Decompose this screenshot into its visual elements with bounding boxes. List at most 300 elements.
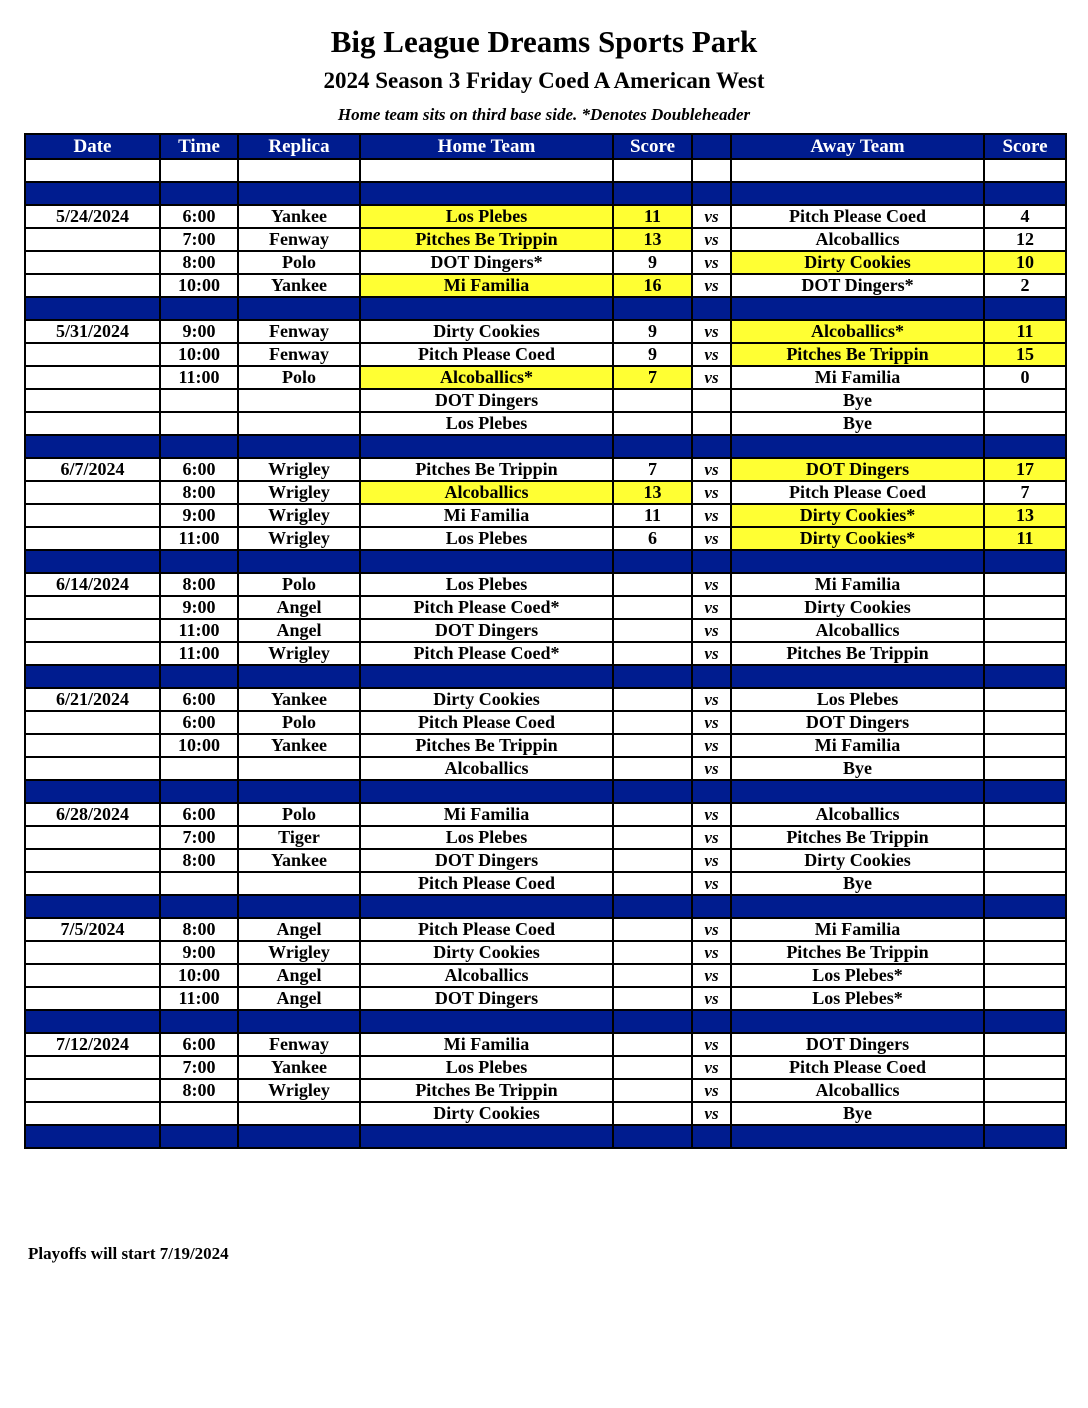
separator-cell xyxy=(160,297,238,320)
separator-cell xyxy=(238,895,360,918)
table-row xyxy=(25,1102,1066,1125)
table-row xyxy=(25,849,1066,872)
date-cell xyxy=(25,481,160,504)
table-row xyxy=(25,734,1066,757)
time-cell: 11:00 xyxy=(160,619,238,642)
home-team-cell: Los Plebes xyxy=(360,527,613,550)
away-team-cell: Dirty Cookies* xyxy=(731,527,984,550)
away-team-cell: Pitch Please Coed xyxy=(731,481,984,504)
vs-cell: vs xyxy=(692,205,731,228)
table-row xyxy=(25,320,1066,343)
table-row xyxy=(25,1079,1066,1102)
separator-cell xyxy=(160,435,238,458)
separator-cell xyxy=(160,550,238,573)
column-header-replica: Replica xyxy=(238,134,360,159)
separator-cell xyxy=(613,780,692,803)
time-cell: 8:00 xyxy=(160,251,238,274)
home-score-cell xyxy=(613,757,692,780)
away-score-cell xyxy=(984,964,1066,987)
away-score-cell xyxy=(984,1102,1066,1125)
away-score-cell: 17 xyxy=(984,458,1066,481)
schedule-table xyxy=(24,133,1067,1149)
vs-cell: vs xyxy=(692,596,731,619)
replica-cell: Tiger xyxy=(238,826,360,849)
home-team-cell: Alcoballics* xyxy=(360,366,613,389)
home-team-cell: Alcoballics xyxy=(360,757,613,780)
separator-cell xyxy=(238,1125,360,1148)
home-team-cell: Pitch Please Coed* xyxy=(360,596,613,619)
separator-cell xyxy=(984,435,1066,458)
vs-cell: vs xyxy=(692,251,731,274)
replica-cell: Yankee xyxy=(238,274,360,297)
away-team-cell: Bye xyxy=(731,1102,984,1125)
home-score-cell xyxy=(613,987,692,1010)
vs-cell: vs xyxy=(692,504,731,527)
away-score-cell: 2 xyxy=(984,274,1066,297)
replica-cell xyxy=(238,412,360,435)
table-row xyxy=(25,412,1066,435)
vs-cell: vs xyxy=(692,481,731,504)
home-team-cell: Los Plebes xyxy=(360,573,613,596)
table-row xyxy=(25,343,1066,366)
date-cell xyxy=(25,343,160,366)
vs-cell: vs xyxy=(692,1079,731,1102)
away-score-cell xyxy=(984,711,1066,734)
table-row xyxy=(25,573,1066,596)
replica-cell: Yankee xyxy=(238,849,360,872)
date-cell xyxy=(25,1056,160,1079)
away-team-cell: Bye xyxy=(731,389,984,412)
away-score-cell xyxy=(984,757,1066,780)
away-team-cell: Mi Familia xyxy=(731,366,984,389)
home-team-cell: Pitches Be Trippin xyxy=(360,228,613,251)
time-cell: 10:00 xyxy=(160,274,238,297)
vs-cell: vs xyxy=(692,527,731,550)
date-cell: 6/28/2024 xyxy=(25,803,160,826)
separator-cell xyxy=(731,435,984,458)
separator-cell xyxy=(25,1010,160,1033)
vs-cell: vs xyxy=(692,711,731,734)
separator-cell xyxy=(160,665,238,688)
home-team-cell: Pitches Be Trippin xyxy=(360,734,613,757)
home-score-cell xyxy=(613,849,692,872)
date-cell xyxy=(25,1102,160,1125)
separator-cell xyxy=(238,1010,360,1033)
away-team-cell: Dirty Cookies xyxy=(731,251,984,274)
away-score-cell xyxy=(984,642,1066,665)
separator-cell xyxy=(613,665,692,688)
vs-cell: vs xyxy=(692,1033,731,1056)
home-score-cell xyxy=(613,412,692,435)
week-separator-row xyxy=(25,435,1066,458)
home-team-cell: Pitch Please Coed xyxy=(360,872,613,895)
replica-cell xyxy=(238,389,360,412)
away-team-cell: Dirty Cookies xyxy=(731,596,984,619)
table-row xyxy=(25,458,1066,481)
away-score-cell xyxy=(984,389,1066,412)
vs-cell: vs xyxy=(692,458,731,481)
vs-cell: vs xyxy=(692,918,731,941)
page-note: Home team sits on third base side. *Denotes Doubleheader xyxy=(337,105,751,124)
separator-cell xyxy=(360,1010,613,1033)
time-cell: 9:00 xyxy=(160,941,238,964)
time-cell: 6:00 xyxy=(160,205,238,228)
blank-cell xyxy=(25,159,160,182)
home-team-cell: Dirty Cookies xyxy=(360,320,613,343)
date-cell xyxy=(25,1079,160,1102)
home-team-cell: Dirty Cookies xyxy=(360,941,613,964)
date-cell xyxy=(25,619,160,642)
replica-cell: Fenway xyxy=(238,228,360,251)
home-score-cell: 13 xyxy=(613,228,692,251)
away-team-cell: Bye xyxy=(731,757,984,780)
separator-cell xyxy=(692,550,731,573)
date-cell xyxy=(25,849,160,872)
separator-cell xyxy=(692,435,731,458)
column-header-vs xyxy=(692,134,731,159)
date-cell: 5/24/2024 xyxy=(25,205,160,228)
date-cell xyxy=(25,964,160,987)
column-header-time: Time xyxy=(160,134,238,159)
table-row xyxy=(25,596,1066,619)
table-row xyxy=(25,826,1066,849)
week-separator-row xyxy=(25,665,1066,688)
week-separator-row xyxy=(25,550,1066,573)
time-cell: 10:00 xyxy=(160,343,238,366)
replica-cell: Yankee xyxy=(238,1056,360,1079)
schedule-body xyxy=(25,159,1066,1148)
away-team-cell: DOT Dingers xyxy=(731,1033,984,1056)
time-cell xyxy=(160,389,238,412)
separator-cell xyxy=(984,182,1066,205)
blank-cell xyxy=(160,159,238,182)
time-cell: 11:00 xyxy=(160,366,238,389)
home-score-cell: 7 xyxy=(613,458,692,481)
vs-cell: vs xyxy=(692,734,731,757)
separator-cell xyxy=(238,435,360,458)
time-cell: 6:00 xyxy=(160,688,238,711)
page-subtitle: 2024 Season 3 Friday Coed A American West xyxy=(323,68,765,93)
date-cell xyxy=(25,757,160,780)
blank-cell xyxy=(360,159,613,182)
blank-row xyxy=(25,159,1066,182)
date-cell xyxy=(25,734,160,757)
replica-cell: Fenway xyxy=(238,320,360,343)
away-score-cell xyxy=(984,573,1066,596)
table-row xyxy=(25,688,1066,711)
replica-cell: Angel xyxy=(238,619,360,642)
table-row xyxy=(25,918,1066,941)
table-row xyxy=(25,941,1066,964)
home-team-cell: Mi Familia xyxy=(360,274,613,297)
table-row xyxy=(25,1056,1066,1079)
separator-cell xyxy=(25,1125,160,1148)
separator-cell xyxy=(25,550,160,573)
away-team-cell: Los Plebes* xyxy=(731,964,984,987)
separator-cell xyxy=(613,895,692,918)
date-cell xyxy=(25,228,160,251)
time-cell: 9:00 xyxy=(160,320,238,343)
vs-cell: vs xyxy=(692,757,731,780)
home-team-cell: Pitches Be Trippin xyxy=(360,458,613,481)
separator-cell xyxy=(160,182,238,205)
home-score-cell xyxy=(613,688,692,711)
home-team-cell: Mi Familia xyxy=(360,803,613,826)
home-score-cell: 11 xyxy=(613,504,692,527)
home-team-cell: Pitch Please Coed* xyxy=(360,642,613,665)
away-team-cell: Alcoballics xyxy=(731,1079,984,1102)
away-score-cell: 10 xyxy=(984,251,1066,274)
away-team-cell: Pitches Be Trippin xyxy=(731,826,984,849)
separator-cell xyxy=(984,895,1066,918)
away-team-cell: DOT Dingers xyxy=(731,458,984,481)
separator-cell xyxy=(731,665,984,688)
home-team-cell: DOT Dingers xyxy=(360,849,613,872)
away-score-cell xyxy=(984,872,1066,895)
separator-cell xyxy=(984,1125,1066,1148)
date-cell xyxy=(25,826,160,849)
away-team-cell: Dirty Cookies xyxy=(731,849,984,872)
date-cell xyxy=(25,412,160,435)
vs-cell: vs xyxy=(692,941,731,964)
vs-cell: vs xyxy=(692,872,731,895)
replica-cell: Wrigley xyxy=(238,1079,360,1102)
week-separator-row xyxy=(25,297,1066,320)
away-score-cell: 0 xyxy=(984,366,1066,389)
away-score-cell xyxy=(984,688,1066,711)
time-cell: 11:00 xyxy=(160,527,238,550)
table-row xyxy=(25,964,1066,987)
away-score-cell xyxy=(984,1079,1066,1102)
home-team-cell: Alcoballics xyxy=(360,964,613,987)
blank-cell xyxy=(984,159,1066,182)
away-team-cell: Pitch Please Coed xyxy=(731,1056,984,1079)
home-score-cell xyxy=(613,1102,692,1125)
replica-cell: Fenway xyxy=(238,343,360,366)
away-team-cell: Mi Familia xyxy=(731,918,984,941)
date-cell xyxy=(25,711,160,734)
time-cell: 8:00 xyxy=(160,918,238,941)
date-cell xyxy=(25,251,160,274)
vs-cell: vs xyxy=(692,228,731,251)
date-cell xyxy=(25,274,160,297)
table-header-row xyxy=(25,134,1066,159)
home-team-cell: Los Plebes xyxy=(360,1056,613,1079)
home-score-cell xyxy=(613,918,692,941)
time-cell: 7:00 xyxy=(160,1056,238,1079)
away-team-cell: DOT Dingers xyxy=(731,711,984,734)
vs-cell: vs xyxy=(692,573,731,596)
home-score-cell: 11 xyxy=(613,205,692,228)
replica-cell: Yankee xyxy=(238,688,360,711)
home-team-cell: DOT Dingers* xyxy=(360,251,613,274)
table-row xyxy=(25,389,1066,412)
separator-cell xyxy=(25,297,160,320)
date-cell: 7/12/2024 xyxy=(25,1033,160,1056)
home-team-cell: Pitches Be Trippin xyxy=(360,1079,613,1102)
separator-cell xyxy=(25,665,160,688)
home-score-cell: 7 xyxy=(613,366,692,389)
separator-cell xyxy=(238,182,360,205)
separator-cell xyxy=(25,780,160,803)
vs-cell: vs xyxy=(692,1102,731,1125)
column-header-home-team: Home Team xyxy=(360,134,613,159)
time-cell xyxy=(160,757,238,780)
away-score-cell xyxy=(984,619,1066,642)
date-cell: 6/21/2024 xyxy=(25,688,160,711)
table-row xyxy=(25,366,1066,389)
vs-cell: vs xyxy=(692,274,731,297)
replica-cell: Yankee xyxy=(238,205,360,228)
home-score-cell xyxy=(613,941,692,964)
separator-cell xyxy=(731,297,984,320)
replica-cell: Angel xyxy=(238,987,360,1010)
home-score-cell xyxy=(613,1079,692,1102)
replica-cell: Angel xyxy=(238,964,360,987)
separator-cell xyxy=(160,1125,238,1148)
table-row xyxy=(25,205,1066,228)
separator-cell xyxy=(731,550,984,573)
replica-cell: Angel xyxy=(238,596,360,619)
home-team-cell: Pitch Please Coed xyxy=(360,918,613,941)
home-team-cell: Dirty Cookies xyxy=(360,1102,613,1125)
table-row xyxy=(25,711,1066,734)
week-separator-row xyxy=(25,1010,1066,1033)
home-score-cell xyxy=(613,642,692,665)
column-header-away-team: Away Team xyxy=(731,134,984,159)
replica-cell: Polo xyxy=(238,711,360,734)
replica-cell: Polo xyxy=(238,803,360,826)
separator-cell xyxy=(692,1125,731,1148)
vs-cell: vs xyxy=(692,343,731,366)
time-cell: 6:00 xyxy=(160,803,238,826)
home-score-cell xyxy=(613,1033,692,1056)
date-cell xyxy=(25,941,160,964)
blank-cell xyxy=(613,159,692,182)
home-score-cell xyxy=(613,803,692,826)
home-team-cell: Dirty Cookies xyxy=(360,688,613,711)
date-cell: 5/31/2024 xyxy=(25,320,160,343)
table-row xyxy=(25,619,1066,642)
week-separator-row xyxy=(25,780,1066,803)
table-row xyxy=(25,1033,1066,1056)
away-team-cell: Dirty Cookies* xyxy=(731,504,984,527)
time-cell: 10:00 xyxy=(160,964,238,987)
home-team-cell: Los Plebes xyxy=(360,412,613,435)
away-team-cell: Alcoballics xyxy=(731,619,984,642)
away-team-cell: Pitches Be Trippin xyxy=(731,642,984,665)
time-cell: 8:00 xyxy=(160,849,238,872)
home-team-cell: DOT Dingers xyxy=(360,619,613,642)
separator-cell xyxy=(731,1010,984,1033)
separator-cell xyxy=(613,435,692,458)
separator-cell xyxy=(238,665,360,688)
time-cell: 6:00 xyxy=(160,458,238,481)
replica-cell: Wrigley xyxy=(238,481,360,504)
vs-cell: vs xyxy=(692,826,731,849)
separator-cell xyxy=(360,297,613,320)
home-team-cell: Alcoballics xyxy=(360,481,613,504)
replica-cell: Fenway xyxy=(238,1033,360,1056)
separator-cell xyxy=(238,297,360,320)
home-team-cell: Pitch Please Coed xyxy=(360,711,613,734)
away-score-cell xyxy=(984,412,1066,435)
separator-cell xyxy=(160,1010,238,1033)
away-team-cell: Bye xyxy=(731,872,984,895)
away-team-cell: Pitches Be Trippin xyxy=(731,343,984,366)
away-score-cell xyxy=(984,849,1066,872)
time-cell: 7:00 xyxy=(160,826,238,849)
away-score-cell: 11 xyxy=(984,320,1066,343)
replica-cell: Wrigley xyxy=(238,504,360,527)
date-cell xyxy=(25,504,160,527)
blank-cell xyxy=(731,159,984,182)
separator-cell xyxy=(613,1010,692,1033)
separator-cell xyxy=(238,780,360,803)
separator-cell xyxy=(692,297,731,320)
separator-cell xyxy=(692,182,731,205)
home-score-cell xyxy=(613,964,692,987)
column-header-home-score: Score xyxy=(613,134,692,159)
vs-cell: vs xyxy=(692,366,731,389)
away-score-cell xyxy=(984,987,1066,1010)
home-score-cell xyxy=(613,1056,692,1079)
away-score-cell xyxy=(984,941,1066,964)
date-cell xyxy=(25,389,160,412)
away-team-cell: DOT Dingers* xyxy=(731,274,984,297)
replica-cell xyxy=(238,1102,360,1125)
replica-cell: Wrigley xyxy=(238,458,360,481)
separator-cell xyxy=(731,780,984,803)
away-team-cell: Pitches Be Trippin xyxy=(731,941,984,964)
separator-cell xyxy=(692,780,731,803)
separator-cell xyxy=(692,895,731,918)
separator-cell xyxy=(160,780,238,803)
separator-cell xyxy=(613,550,692,573)
time-cell: 11:00 xyxy=(160,987,238,1010)
separator-cell xyxy=(360,182,613,205)
separator-cell xyxy=(731,1125,984,1148)
away-score-cell xyxy=(984,1056,1066,1079)
home-score-cell xyxy=(613,596,692,619)
time-cell: 9:00 xyxy=(160,596,238,619)
away-team-cell: Alcoballics xyxy=(731,228,984,251)
home-score-cell xyxy=(613,826,692,849)
vs-cell: vs xyxy=(692,1056,731,1079)
home-score-cell xyxy=(613,711,692,734)
date-cell xyxy=(25,642,160,665)
away-score-cell xyxy=(984,1033,1066,1056)
week-separator-row xyxy=(25,1125,1066,1148)
time-cell: 11:00 xyxy=(160,642,238,665)
date-cell: 6/14/2024 xyxy=(25,573,160,596)
home-score-cell xyxy=(613,872,692,895)
vs-cell: vs xyxy=(692,688,731,711)
separator-cell xyxy=(25,435,160,458)
separator-cell xyxy=(692,1010,731,1033)
replica-cell xyxy=(238,872,360,895)
vs-cell xyxy=(692,389,731,412)
separator-cell xyxy=(160,895,238,918)
vs-cell: vs xyxy=(692,849,731,872)
separator-cell xyxy=(613,182,692,205)
date-cell xyxy=(25,596,160,619)
date-cell xyxy=(25,366,160,389)
away-team-cell: Los Plebes xyxy=(731,688,984,711)
home-score-cell: 6 xyxy=(613,527,692,550)
time-cell: 8:00 xyxy=(160,573,238,596)
separator-cell xyxy=(731,895,984,918)
